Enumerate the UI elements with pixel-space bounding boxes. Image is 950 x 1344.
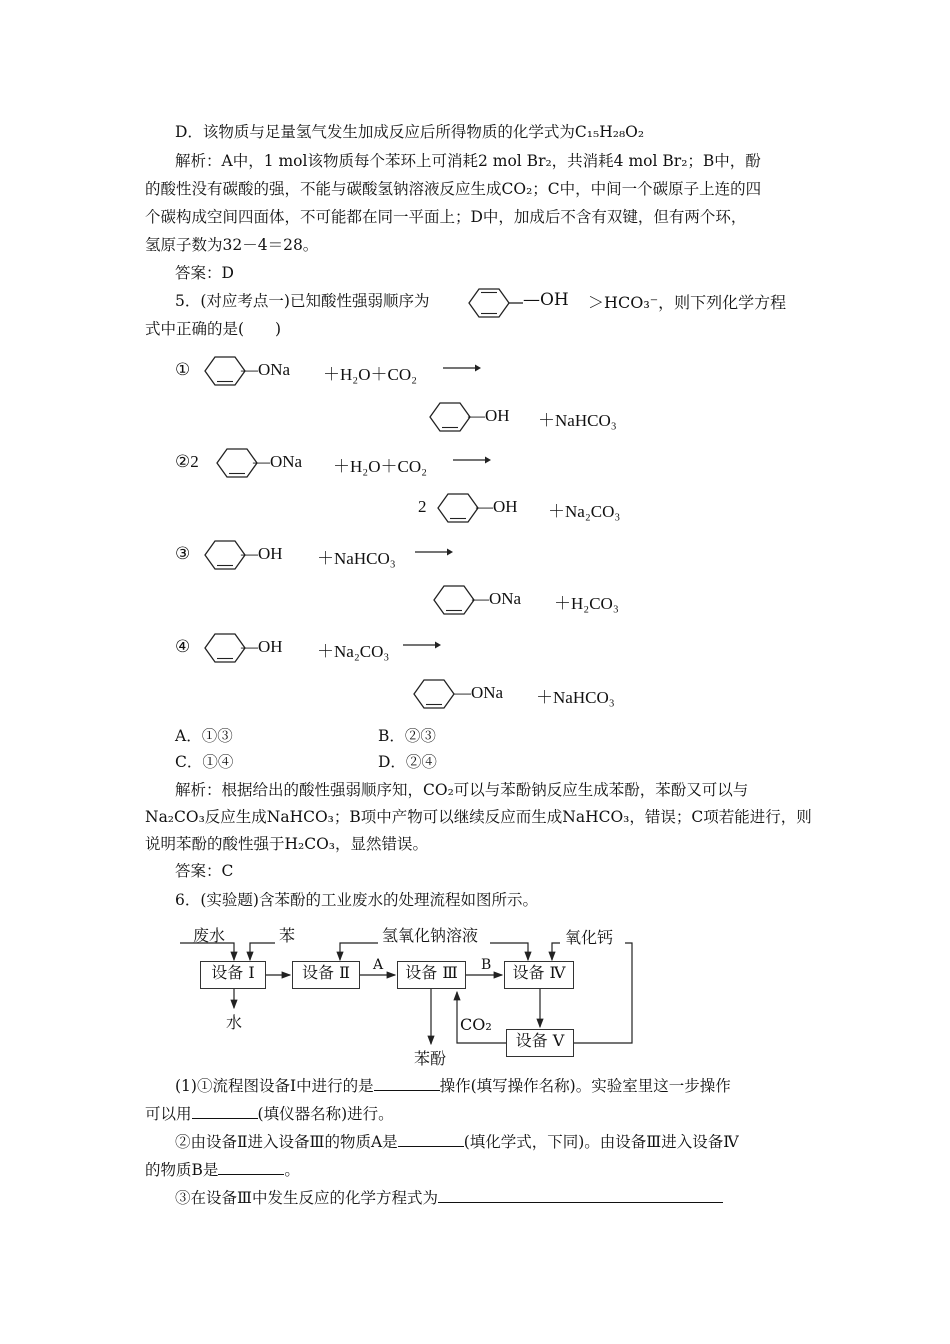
q6-part1-line: 可以用 (填仪器名称)进行。 — [145, 1100, 810, 1127]
reaction-arrow-icon — [415, 545, 453, 559]
q5-option-d: D．②④ — [378, 753, 437, 771]
answer-blank[interactable] — [398, 1128, 464, 1147]
q5-analysis-line: Na₂CO₃反应生成NaHCO₃；B项中产物可以继续反应而生成NaHCO₃，错误；C项若能进行，则 — [145, 808, 812, 826]
equation-3-product: —ONa ＋H₂CO₃ — [432, 582, 812, 618]
q6-part2-line: 的物质B是 。 — [145, 1156, 810, 1183]
q5-option-c: C．①④ — [175, 753, 234, 771]
q5-stem-text: 5．(对应考点一)已知酸性强弱顺序为 — [175, 292, 430, 310]
equation-4: ④ —OH ＋Na₂CO₃ — [175, 630, 815, 666]
label-phenol: 苯酚 — [414, 1049, 447, 1068]
q4-analysis-line: 的酸性没有碳酸的强，不能与碳酸氢钠溶液反应生成CO₂；C中，中间一个碳原子上连的四 — [145, 180, 762, 198]
answer-blank[interactable] — [374, 1072, 440, 1091]
reaction-arrow-icon — [403, 638, 441, 652]
q4-analysis-line: 个碳构成空间四面体，不可能都在同一平面上；D中，加成后不含有双键，但有两个环， — [145, 208, 747, 226]
q5-answer: 答案：C — [175, 862, 234, 880]
answer-blank[interactable] — [438, 1184, 723, 1203]
q5-stem-compare: ＞HCO₃⁻，则下列化学方程 — [588, 293, 787, 312]
q5-stem-cont: 式中正确的是( ) — [145, 320, 282, 338]
q6-stem: 6．(实验题)含苯酚的工业废水的处理流程如图所示。 — [175, 891, 538, 909]
q4-analysis-line: 氢原子数为32－4＝28。 — [145, 236, 319, 254]
q6-part3-line: ③在设备Ⅲ中发生反应的化学方程式为 — [175, 1184, 810, 1211]
q5-stem-oh: —OH — [523, 290, 569, 310]
q5-option-a: A．①③ — [175, 727, 233, 745]
label-co2: CO₂ — [460, 1015, 492, 1034]
q6-part1-line: (1)①流程图设备Ⅰ中进行的是 操作(填写操作名称)。实验室里这一步操作 — [175, 1072, 810, 1099]
equation-1-product: —OH ＋NaHCO₃ — [428, 399, 808, 435]
device-2-box: 设备 Ⅱ — [292, 961, 360, 989]
q4-option-d: D．该物质与足量氢气发生加成反应后所得物质的化学式为C₁₅H₂₈O₂ — [175, 123, 645, 141]
q5-analysis-line: 说明苯酚的酸性强于H₂CO₃，显然错误。 — [145, 835, 429, 853]
device-1-box: 设备 Ⅰ — [200, 961, 266, 989]
q5-option-b: B．②③ — [378, 727, 436, 745]
device-4-box: 设备 Ⅳ — [504, 961, 574, 989]
device-3-box: 设备 Ⅲ — [397, 961, 466, 989]
equation-2-product: 2 —OH ＋Na₂CO₃ — [418, 490, 808, 526]
equation-1: ① —ONa ＋H₂O＋CO₂ — [175, 353, 815, 389]
label-cao: 氧化钙 — [565, 928, 614, 947]
q4-answer: 答案：D — [175, 264, 234, 282]
reaction-arrow-icon — [453, 453, 491, 467]
equation-2: ②2 —ONa ＋H₂O＋CO₂ — [175, 445, 815, 481]
equation-3: ③ —OH ＋NaHCO₃ — [175, 537, 815, 573]
reaction-arrow-icon — [443, 361, 481, 375]
q4-analysis-line: 解析：A中，1 mol该物质每个苯环上可消耗2 mol Br₂，共消耗4 mol Br₂；B中，酚 — [175, 152, 761, 170]
label-water: 水 — [226, 1013, 243, 1032]
label-a: A — [373, 957, 384, 973]
q6-part2-line: ②由设备Ⅱ进入设备Ⅲ的物质A是 (填化学式，下同)。由设备Ⅲ进入设备Ⅳ — [175, 1128, 810, 1155]
label-b: B — [481, 957, 492, 973]
label-benzene: 苯 — [279, 926, 296, 945]
label-waste-water: 废水 — [193, 926, 226, 945]
equation-4-product: —ONa ＋NaHCO₃ — [412, 676, 812, 712]
device-5-box: 设备 Ⅴ — [506, 1029, 574, 1057]
label-naoh-solution: 氢氧化钠溶液 — [382, 926, 479, 945]
answer-blank[interactable] — [218, 1156, 284, 1175]
q5-analysis-line: 解析：根据给出的酸性强弱顺序知，CO₂可以与苯酚钠反应生成苯酚，苯酚又可以与 — [175, 781, 749, 799]
answer-blank[interactable] — [192, 1100, 258, 1119]
